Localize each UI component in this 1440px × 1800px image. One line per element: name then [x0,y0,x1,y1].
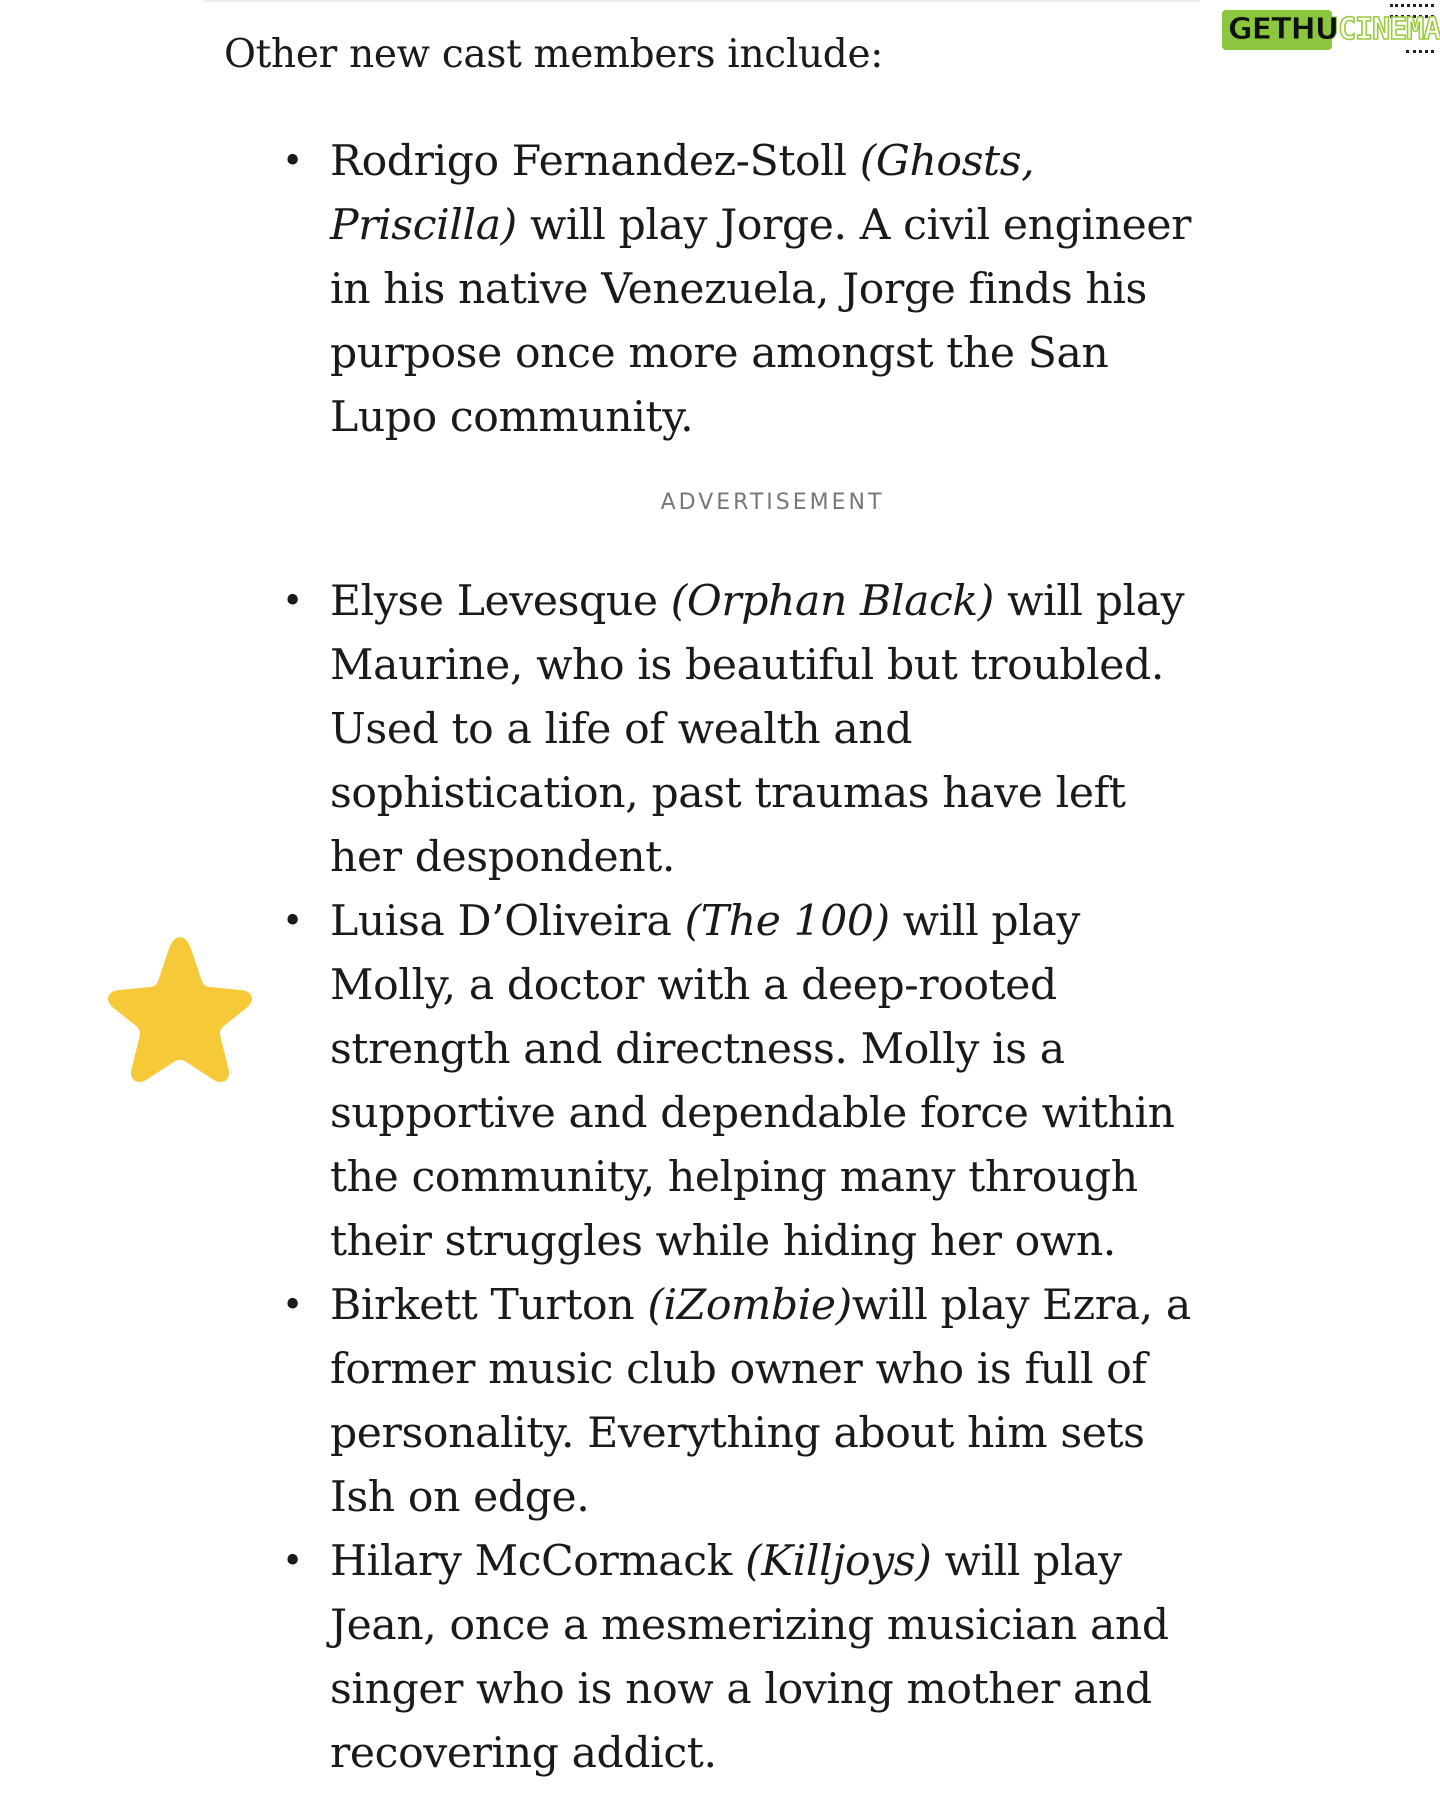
watermark-text [1228,12,1440,47]
cast-description: will play Ezra, a former music club owner who is full of personality. Everything about him sets Ish on edge. [330,1281,1191,1522]
watermark-brand-part2: CINEMA [1338,12,1440,47]
bullet-icon: • [282,1541,303,1582]
cast-credits: (Orphan Black) [670,577,994,626]
cast-name: Birkett Turton [330,1281,635,1330]
cast-list-part-1 [282,130,1210,450]
cast-item-elyse [282,570,1210,890]
cast-item-luisa [282,890,1200,1274]
cast-description: will play Maurine, who is beautiful but troubled. Used to a life of wealth and sophistication, past traumas have left her despondent. [330,577,1185,882]
cast-list-part-2 [282,570,1210,1786]
cast-description: will play Jorge. A civil engineer in his native Venezuela, Jorge finds his purpose once more amongst the San Lupo community. [330,201,1191,442]
cast-description: will play Molly, a doctor with a deep-rooted strength and directness. Molly is a supportive and dependable force within the community, helping many through their struggles while hiding her own. [330,897,1175,1266]
cast-item-hilary [282,1530,1210,1786]
cast-name: Elyse Levesque [330,577,658,626]
bullet-icon: • [282,581,303,622]
cast-item-birkett [282,1274,1210,1530]
film-strip-icon [1406,50,1434,59]
intro-paragraph: Other new cast members include: [224,32,884,77]
cast-name: Rodrigo Fernandez-Stoll [330,137,847,186]
cast-name: Hilary McCormack [330,1537,732,1586]
cast-credits: (Ghosts, Priscilla) [330,137,1035,250]
watermark-brand-part1: GETHU [1228,12,1339,47]
cast-credits: (The 100) [684,897,890,946]
star-icon [102,930,258,1088]
advertisement-label: ADVERTISEMENT [660,490,885,515]
cast-name: Luisa D’Oliveira [330,897,672,946]
bullet-icon: • [282,1285,303,1326]
bullet-icon: • [282,901,303,942]
top-divider [204,0,1200,2]
cast-credits: (Killjoys) [745,1537,932,1586]
gethu-cinema-watermark [1222,2,1440,84]
cast-description: will play Jean, once a mesmerizing musician and singer who is now a loving mother and recovering addict. [330,1537,1169,1778]
cast-credits: (iZombie) [647,1281,852,1330]
cast-item-rodrigo [282,130,1210,450]
bullet-icon: • [282,141,303,182]
